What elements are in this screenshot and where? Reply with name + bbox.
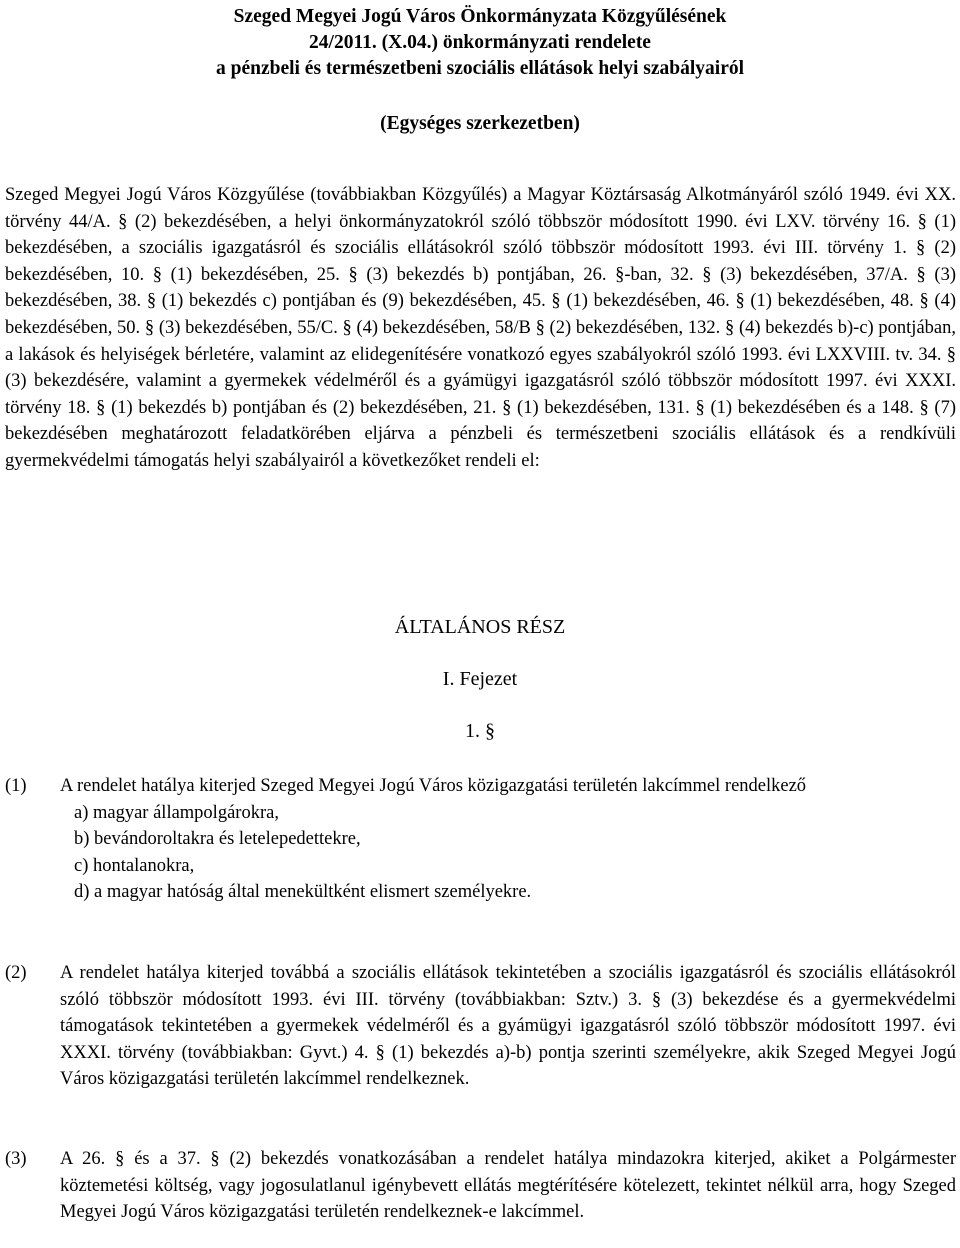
list-item: a) magyar állampolgárokra, bbox=[74, 802, 279, 823]
list-item: d) a magyar hatóság által menekültként elismert személyekre. bbox=[74, 882, 532, 902]
list-item: b) bevándoroltakra és letelepedettekre, bbox=[74, 829, 361, 849]
document-title bbox=[0, 4, 960, 82]
paragraph-number: (1) bbox=[5, 776, 27, 796]
paragraph-number: (3) bbox=[5, 1149, 27, 1169]
paragraph-text: A 26. § és a 37. § (2) bekezdés vonatkozásában a rendelet hatálya mindazokra kiterjed, akiket a Polgármester köztemetési költség, vagy jogosulatlanul igénybevett ellátás megtérítésére kötelezett, tekintet nélkül arra, hogy Szeged Megyei Jogú Város közigazgatási területén rendelkeznek-e lakcímmel. bbox=[60, 1149, 956, 1222]
paragraph-1 bbox=[5, 773, 956, 906]
document-subtitle: (Egységes szerkezetben) bbox=[380, 113, 580, 134]
preamble-paragraph: Szeged Megyei Jogú Város Közgyűlése (továbbiakban Közgyűlés) a Magyar Köztársaság Alkotmányáról szóló 1949. évi XX. törvény 44/A. § (2) bekezdésében, a helyi önkormányzatokról szóló többször módosított 1990. évi LXV. törvény 16. § (1) bekezdésében, a szociális igazgatásról és szociális ellátásokról szóló többször módosított 1993. évi III. törvény 1. § (2) bekezdésében, 10. § (1) bekezdésében, 25. § (3) bekezdés b) pontjában, 26. §-ban, 32. § (3) bekezdésében, 37/A. § (3) bekezdésében, 38. § (1) bekezdés c) pontjában és (9) bekezdésében, 45. § (1) bekezdésében, 46. § (1) bekezdésében, 48. § (4) bekezdésében, 50. § (3) bekezdésében, 55/C. § (4) bekezdésében, 58/B § (2) bekezdésében, 132. § (4) bekezdés b)-c) pontjában, a lakások és helyiségek bérletére, valamint az elidegenítésére vonatkozó egyes szabályokról szóló 1993. évi LXXVIII. tv. 34. § (3) bekezdésére, valamint a gyermekek védelméről és a gyámügyi igazgatásról szóló többször módosított 1997. évi XXXI. törvény 18. § (1) bekezdés b) pontjában és (2) bekezdésében, 21. § (1) bekezdésében, 131. § (1) bekezdésében és a 148. § (7) bekezdésében meghatározott feladatkörében eljárva a pénzbeli és természetbeni szociális ellátások és a rendkívüli gyermekvédelmi támogatás helyi szabályairól a következőket rendeli el: bbox=[5, 185, 956, 471]
chapter-heading: I. Fejezet bbox=[442, 668, 518, 690]
paragraph-text: A rendelet hatálya kiterjed Szeged Megyei Jogú Város közigazgatási területén lakcímmel rendelkező bbox=[60, 776, 807, 796]
list-item: c) hontalanokra, bbox=[74, 855, 195, 876]
title-line-2: 24/2011. (X.04.) önkormányzati rendelete bbox=[309, 32, 651, 53]
paragraph-body bbox=[60, 773, 956, 906]
part-heading: ÁLTALÁNOS RÉSZ bbox=[394, 616, 566, 638]
section-heading: 1. § bbox=[465, 720, 495, 742]
title-line-3: a pénzbeli és természetbeni szociális ellátások helyi szabályairól bbox=[215, 58, 745, 79]
paragraph-2 bbox=[5, 960, 956, 1093]
paragraph-3 bbox=[5, 1146, 956, 1226]
title-line-1: Szeged Megyei Jogú Város Önkormányzata Közgyűlésének bbox=[233, 6, 727, 27]
paragraph-number: (2) bbox=[5, 963, 27, 983]
paragraph-item-list bbox=[60, 800, 956, 906]
paragraph-text: A rendelet hatálya kiterjed továbbá a szociális ellátások tekintetében a szociális igazgatásról és szociális ellátásokról szóló többször módosított 1993. évi III. törvény (továbbiakban: Sztv.) 3. § (3) bekezdése és a gyermekvédelmi támogatások tekintetében a gyermekek védelméről és a gyámügyi igazgatásról szóló többször módosított 1997. évi XXXI. törvény (továbbiakban: Gyvt.) 4. § (1) bekezdés a)-b) pontja szerinti személyekre, akik Szeged Megyei Jogú Város közigazgatási területén lakcímmel rendelkeznek. bbox=[60, 963, 956, 1089]
